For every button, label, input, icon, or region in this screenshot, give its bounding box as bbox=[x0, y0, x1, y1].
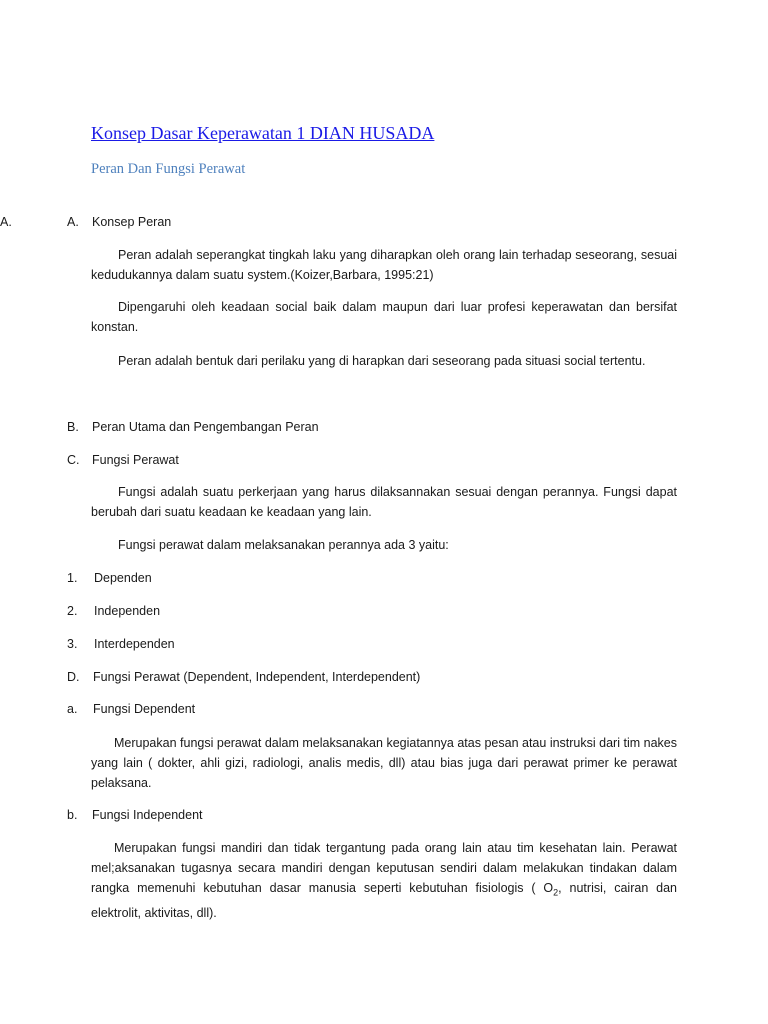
subsection-b-paragraph bbox=[91, 838, 677, 923]
subsection-a-marker: a. bbox=[67, 702, 78, 716]
paragraph-text: Peran adalah bentuk dari perilaku yang di harapkan dari seseorang pada situasi social tertentu. bbox=[118, 354, 646, 368]
paragraph-text-end: , nutrisi, cairan dan elektrolit, aktivitas, dll). bbox=[91, 881, 678, 920]
paragraph-text: Fungsi adalah suatu perkerjaan yang harus dilaksannakan sesuai dengan perannya. Fungsi dapat berubah dari suatu keadaan ke keadaan yang lain. bbox=[91, 485, 677, 519]
section-a-marker: A. bbox=[0, 215, 12, 229]
section-c-paragraph-2 bbox=[91, 535, 677, 555]
paragraph-text: Peran adalah seperangkat tingkah laku yang diharapkan oleh orang lain terhadap seseorang, sesuai kedudukannya dalam suatu system.(Koizer,Barbara, 1995:21) bbox=[91, 248, 677, 282]
section-b-title: Peran Utama dan Pengembangan Peran bbox=[92, 420, 319, 434]
subsection-b-marker: b. bbox=[67, 808, 78, 822]
section-c-marker: C. bbox=[67, 453, 80, 467]
subsection-a-title: Fungsi Dependent bbox=[93, 702, 196, 716]
section-a-paragraph-3 bbox=[91, 351, 677, 371]
list-item-3-marker: 3. bbox=[67, 637, 78, 651]
section-a-heading bbox=[0, 212, 12, 232]
section-c-title: Fungsi Perawat bbox=[92, 453, 179, 467]
section-d-marker: D. bbox=[67, 670, 80, 684]
section-d-title: Fungsi Perawat (Dependent, Independent, Interdependent) bbox=[93, 670, 421, 684]
list-item-2-marker: 2. bbox=[67, 604, 78, 618]
paragraph-text: Fungsi perawat dalam melaksanakan perannya ada 3 yaitu: bbox=[118, 538, 449, 552]
subsection-a-paragraph bbox=[91, 733, 677, 793]
list-item-1-text: Dependen bbox=[94, 571, 152, 585]
oxygen-subscript: 2 bbox=[553, 887, 559, 898]
list-item-1-marker: 1. bbox=[67, 571, 78, 585]
document-subtitle: Peran Dan Fungsi Perawat bbox=[91, 161, 246, 177]
section-a-marker-text: A. bbox=[67, 215, 79, 229]
section-a-title: Konsep Peran bbox=[92, 215, 172, 229]
list-item-3-text: Interdependen bbox=[94, 637, 175, 651]
list-item-2-text: Independen bbox=[94, 604, 161, 618]
subsection-b-title: Fungsi Independent bbox=[92, 808, 203, 822]
paragraph-text: Merupakan fungsi perawat dalam melaksanakan kegiatannya atas pesan atau instruksi dari tim nakes yang lain ( dokter, ahli gizi, radiologi, analis medis, dll) atau bias juga dari perawat primer ke perawat pelaksana. bbox=[91, 736, 677, 790]
section-a-paragraph-2 bbox=[91, 297, 677, 337]
paragraph-text: Dipengaruhi oleh keadaan social baik dalam maupun dari luar profesi keperawatan dan bersifat konstan. bbox=[91, 300, 677, 334]
section-a-paragraph-1 bbox=[91, 245, 677, 285]
section-c-paragraph-1 bbox=[91, 482, 677, 522]
document-title-link[interactable]: Konsep Dasar Keperawatan 1 DIAN HUSADA bbox=[91, 123, 435, 143]
section-b-marker: B. bbox=[67, 420, 79, 434]
paragraph-text: Merupakan fungsi mandiri dan tidak tergantung pada orang lain atau tim kesehatan lain. Perawat mel;aksanakan tugasnya secara mandiri dengan keputusan sendiri dalam melakukan tindakan dalam rangka memenuhi kebutuhan dasar manusia seperti kebutuhan fisiologis ( O bbox=[91, 841, 677, 895]
